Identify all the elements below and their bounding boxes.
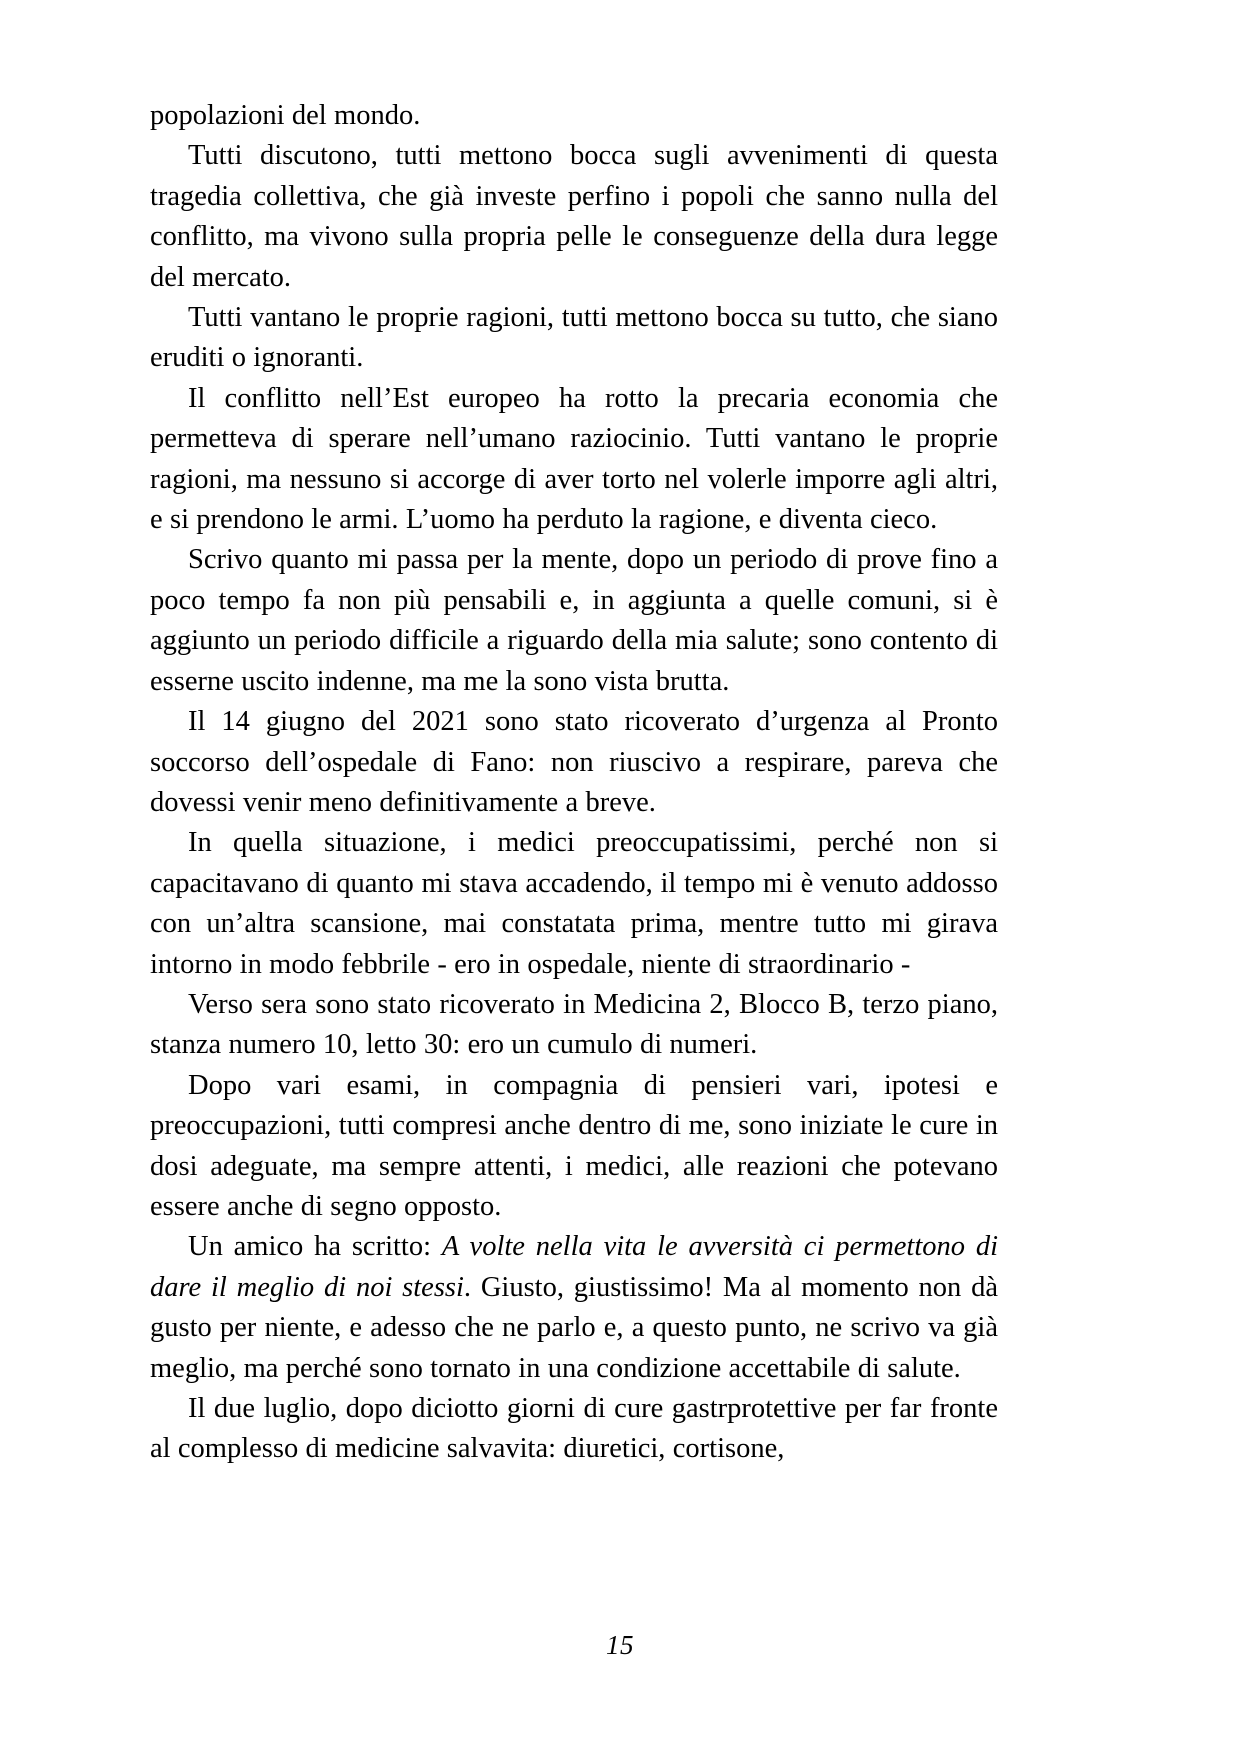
body-text-column [150, 96, 998, 1470]
paragraph: Scrivo quanto mi passa per la mente, dopo un periodo di prove fino a poco tempo fa non più pensabili e, in aggiunta a quelle comuni, si è aggiunto un periodo difficile a riguardo della mia salute; sono contento di esserne uscito indenne, ma me la sono vista brutta. [150, 544, 998, 697]
quoted-phrase: A volte nella vita le avversità ci permettono di dare il meglio di noi stessi [150, 1231, 998, 1303]
paragraph-with-quotation [150, 1227, 998, 1389]
paragraph: Il conflitto nell’Est europeo ha rotto la precaria economia che permetteva di sperare nell’umano raziocinio. Tutti vantano le proprie ragioni, ma nessuno si accorge di aver torto nel volerle imporre agli altri, e si prendono le armi. L’uomo ha perduto la ragione, e diventa cieco. [150, 382, 998, 536]
paragraph: Tutti vantano le proprie ragioni, tutti mettono bocca su tutto, che siano eruditi o ignoranti. [150, 302, 998, 374]
paragraph: Tutti discutono, tutti mettono bocca sugli avvenimenti di questa tragedia collettiva, che già investe perfino i popoli che sanno nulla del conflitto, ma vivono sulla propria pelle le conseguenze della dura legge del mercato. [150, 140, 998, 293]
paragraph: Il 14 giugno del 2021 sono stato ricoverato d’urgenza al Pronto soccorso dell’ospedale di Fano: non riuscivo a respirare, pareva che dovessi venir meno definitivamente a breve. [150, 706, 998, 818]
paragraph: popolazioni del mondo. [150, 100, 421, 131]
paragraph: In quella situazione, i medici preoccupatissimi, perché non si capacitavano di quanto mi stava accadendo, il tempo mi è venuto addosso con un’altra scansione, mai constatata prima, mentre tutto mi girava intorno in modo febbrile - ero in ospedale, niente di straordinario - [150, 827, 998, 980]
quote-follow-on: . Giusto, giustissimo! Ma al momento non dà gusto per niente, e adesso che ne parlo e, a questo punto, ne scrivo va già meglio, ma perché sono tornato in una condizione accettabile di salute. [150, 1271, 998, 1384]
quote-lead-in: Un amico ha scritto: [188, 1231, 442, 1263]
paragraph: Il due luglio, dopo diciotto giorni di cure gastrprotettive per far fronte al complesso di medicine salvavita: diuretici, cortisone, [150, 1393, 998, 1465]
paragraph: Dopo vari esami, in compagnia di pensieri vari, ipotesi e preoccupazioni, tutti compresi anche dentro di me, sono iniziate le cure in dosi adeguate, ma sempre attenti, i medici, alle reazioni che potevano essere anche di segno opposto. [150, 1069, 998, 1222]
paragraph: Verso sera sono stato ricoverato in Medicina 2, Blocco B, terzo piano, stanza numero 10, letto 30: ero un cumulo di numeri. [150, 988, 998, 1061]
page-number: 15 [606, 1630, 634, 1660]
